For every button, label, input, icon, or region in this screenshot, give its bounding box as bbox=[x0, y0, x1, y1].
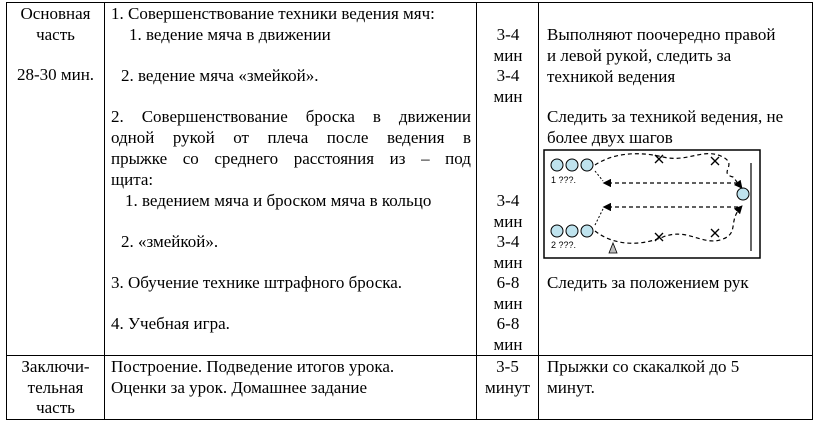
item2-line1: 2. Совершенствование броска в движении bbox=[111, 107, 471, 126]
main-part-notes-cell bbox=[539, 3, 813, 356]
final-phase-line1: Заключи- bbox=[21, 357, 90, 376]
player-circle bbox=[581, 159, 593, 171]
phase-title-line1: Основная bbox=[20, 4, 91, 23]
item2-line4: щита: bbox=[111, 170, 154, 189]
player-circle bbox=[566, 159, 578, 171]
lesson-plan-table bbox=[6, 2, 813, 420]
final-content-line1: Построение. Подведение итогов урока. bbox=[111, 357, 395, 376]
item1-sub2: 2. ведение мяча «змейкой». bbox=[121, 66, 319, 85]
note2-line1: Следить за техникой ведения, не bbox=[547, 107, 784, 126]
group1-label: 1 ???. bbox=[551, 175, 577, 185]
item4: 4. Учебная игра. bbox=[111, 314, 230, 333]
final-content-line2: Оценки за урок. Домашнее задание bbox=[111, 377, 368, 397]
final-part-phase-cell bbox=[7, 356, 105, 420]
final-part-notes-cell bbox=[539, 356, 813, 420]
player-circle bbox=[551, 159, 563, 171]
phase-title-line2: часть bbox=[36, 24, 75, 44]
dribbling-drill-diagram bbox=[543, 149, 761, 259]
dosage-3: 3-4 мин bbox=[493, 191, 523, 231]
player-circle bbox=[551, 225, 563, 237]
note1-line2: и левой рукой, следить за bbox=[547, 46, 732, 65]
main-part-content-cell bbox=[105, 3, 477, 356]
dosage-1: 3-4 мин bbox=[493, 25, 523, 65]
main-part-row bbox=[7, 3, 813, 356]
player-circle bbox=[566, 225, 578, 237]
final-notes-line2: минут. bbox=[547, 377, 595, 397]
dosage-4: 3-4 мин bbox=[493, 232, 523, 272]
final-part-content-cell bbox=[105, 356, 477, 420]
basket-circle bbox=[737, 188, 749, 200]
dosage-5: 6-8 мин bbox=[493, 273, 523, 313]
final-dosage-value: 3-5 bbox=[496, 357, 519, 376]
note1-line3: техникой ведения bbox=[547, 67, 676, 86]
final-part-dosage-cell bbox=[477, 356, 539, 420]
final-phase-line2: тельная bbox=[27, 377, 84, 397]
final-notes-line1: Прыжки со скакалкой до 5 bbox=[547, 357, 740, 376]
dosage-6: 6-8 мин bbox=[493, 314, 523, 354]
final-phase-line3: часть bbox=[36, 398, 75, 417]
item3: 3. Обучение технике штрафного броска. bbox=[111, 273, 403, 292]
group2-label: 2 ???. bbox=[551, 240, 577, 250]
player-circle bbox=[581, 225, 593, 237]
item2-sub2: 2. «змейкой». bbox=[121, 232, 219, 251]
item2-sub1: 1. ведением мяча и броском мяча в кольцо bbox=[125, 191, 432, 210]
item1-title: 1. Совершенствование техники ведения мяч: bbox=[111, 4, 435, 23]
final-part-row bbox=[7, 356, 813, 420]
final-dosage-unit: минут bbox=[485, 377, 530, 397]
dosage-2: 3-4 мин bbox=[493, 66, 523, 106]
main-part-phase-cell bbox=[7, 3, 105, 356]
item2-line3: прыжке со среднего расстояния из – под bbox=[111, 149, 471, 168]
item1-sub1: 1. ведение мяча в движении bbox=[129, 25, 331, 44]
phase-duration: 28-30 мин. bbox=[16, 65, 95, 84]
note1-line1: Выполняют поочередно правой bbox=[547, 25, 776, 44]
note2-line2: более двух шагов bbox=[547, 128, 673, 147]
item2-line2: одной рукой от плеча после ведения в bbox=[111, 128, 471, 147]
main-part-dosage-cell bbox=[477, 3, 539, 356]
note3: Следить за положением рук bbox=[547, 273, 749, 292]
